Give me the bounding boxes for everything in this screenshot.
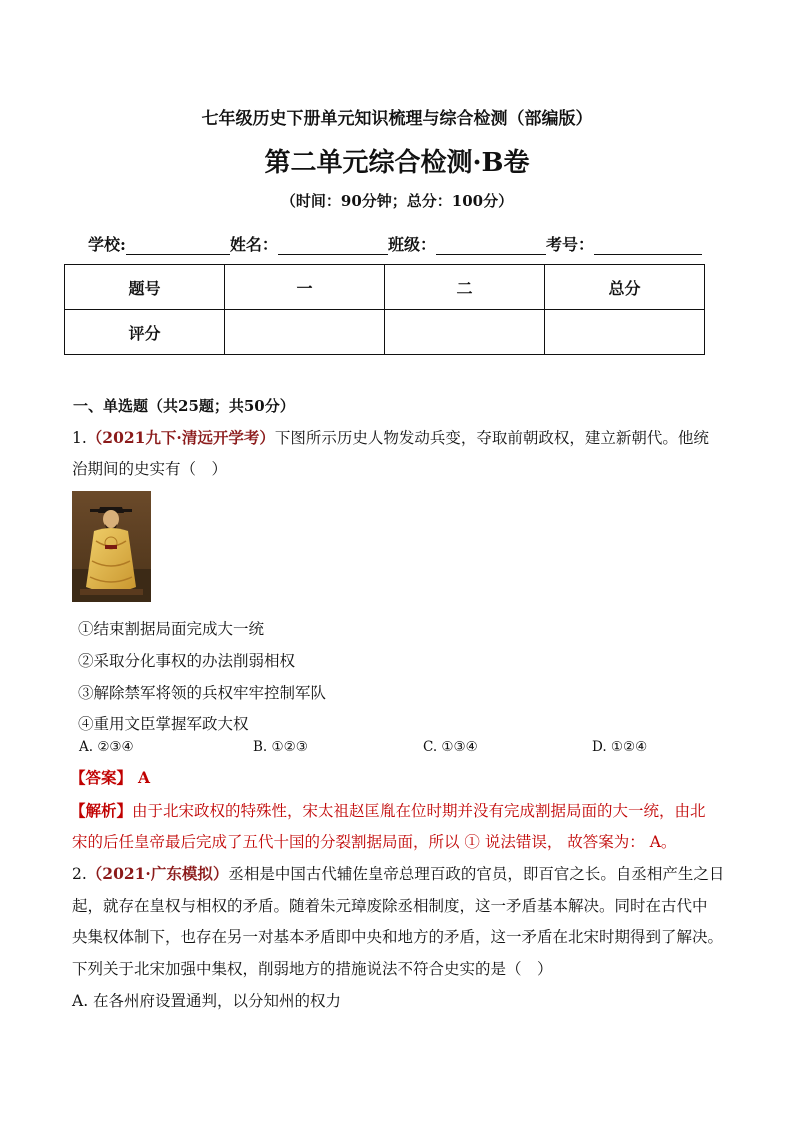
q2-stem-line-3: 央集权体制下，也存在另一对基本矛盾即中央和地方的矛盾，这一矛盾在北宋时期得到了解决。 <box>72 928 724 946</box>
q2-source: （2021·广东模拟） <box>86 864 229 883</box>
score-row-label: 评分 <box>65 310 225 355</box>
school-field[interactable] <box>126 236 230 255</box>
q1-stem-line-1 <box>72 426 709 448</box>
header-cell-part-two: 二 <box>385 265 545 310</box>
q1-statement-3: ③解除禁军将领的兵权牢牢控制军队 <box>78 684 327 702</box>
q2-number: 2. <box>72 865 87 883</box>
class-label: 班级： <box>387 235 436 254</box>
q1-statement-1: ①结束割据局面完成大一统 <box>78 620 265 638</box>
q1-analysis-label: 【解析】 <box>70 801 133 820</box>
time-score-info: （时间：90分钟；总分：100分） <box>280 192 514 210</box>
class-field[interactable] <box>436 236 546 255</box>
q1-number: 1. <box>72 429 87 447</box>
score-table-score-row <box>65 310 705 355</box>
exam-number-field[interactable] <box>594 236 702 255</box>
exam-number-label: 考号： <box>545 235 594 254</box>
header-cell-total: 总分 <box>545 265 705 310</box>
q1-answer <box>70 766 150 788</box>
school-label: 学校: <box>88 235 126 254</box>
score-cell-total[interactable] <box>545 310 705 355</box>
q2-stem-text: 丞相是中国古代辅佐皇帝总理百政的官员，即百官之长。自丞相产生之日 <box>228 865 725 883</box>
student-info-line <box>88 232 702 255</box>
q2-stem-line-2: 起，就存在皇权与相权的矛盾。随着朱元璋废除丞相制度，这一矛盾基本解决。同时在古代中 <box>72 897 708 915</box>
q1-source: （2021九下·清远开学考） <box>86 428 275 447</box>
name-field[interactable] <box>278 236 388 255</box>
name-label: 姓名： <box>229 235 278 254</box>
q1-stem-text: 下图所示历史人物发动兵变，夺取前朝政权，建立新朝代。他统 <box>274 429 709 447</box>
score-table-header-row <box>65 265 705 310</box>
section-heading: 一、单选题（共25题；共50分） <box>73 397 295 415</box>
q1-option-b[interactable]: B. ①②③ <box>253 739 308 755</box>
q2-stem-line-4: 下列关于北宋加强中集权，削弱地方的措施说法不符合史实的是（ ） <box>72 960 553 978</box>
q1-answer-value: A <box>138 768 151 787</box>
q2-stem-line-1 <box>72 862 724 884</box>
q1-option-c[interactable]: C. ①③④ <box>423 739 478 755</box>
q1-statement-4: ④重用文臣掌握军政大权 <box>78 715 249 733</box>
q1-analysis-line-1 <box>70 799 706 821</box>
q2-option-a[interactable]: A. 在各州府设置通判，以分知州的权力 <box>72 992 342 1010</box>
score-cell-part-one[interactable] <box>225 310 385 355</box>
q1-statement-2: ②采取分化事权的办法削弱相权 <box>78 652 296 670</box>
q1-answer-label: 【答案】 <box>70 768 133 787</box>
score-table <box>64 264 705 355</box>
q1-analysis-line-2: 宋的后任皇帝最后完成了五代十国的分裂割据局面，所以 ① 说法错误， 故答案为： A。 <box>72 833 677 851</box>
q1-stem-line-2: 治期间的史实有（ ） <box>72 460 228 478</box>
header-cell-part-one: 一 <box>225 265 385 310</box>
header-cell-question-no: 题号 <box>65 265 225 310</box>
q1-option-d[interactable]: D. ①②④ <box>592 739 648 755</box>
document-subtitle: 七年级历史下册单元知识梳理与综合检测（部编版） <box>201 109 593 129</box>
emperor-portrait-image <box>72 491 151 602</box>
score-cell-part-two[interactable] <box>385 310 545 355</box>
q1-option-a[interactable]: A. ②③④ <box>79 739 134 755</box>
document-title: 第二单元综合检测·B卷 <box>264 148 530 178</box>
q1-analysis-text: 由于北宋政权的特殊性，宋太祖赵匡胤在位时期并没有完成割据局面的大一统，由北 <box>132 802 706 820</box>
